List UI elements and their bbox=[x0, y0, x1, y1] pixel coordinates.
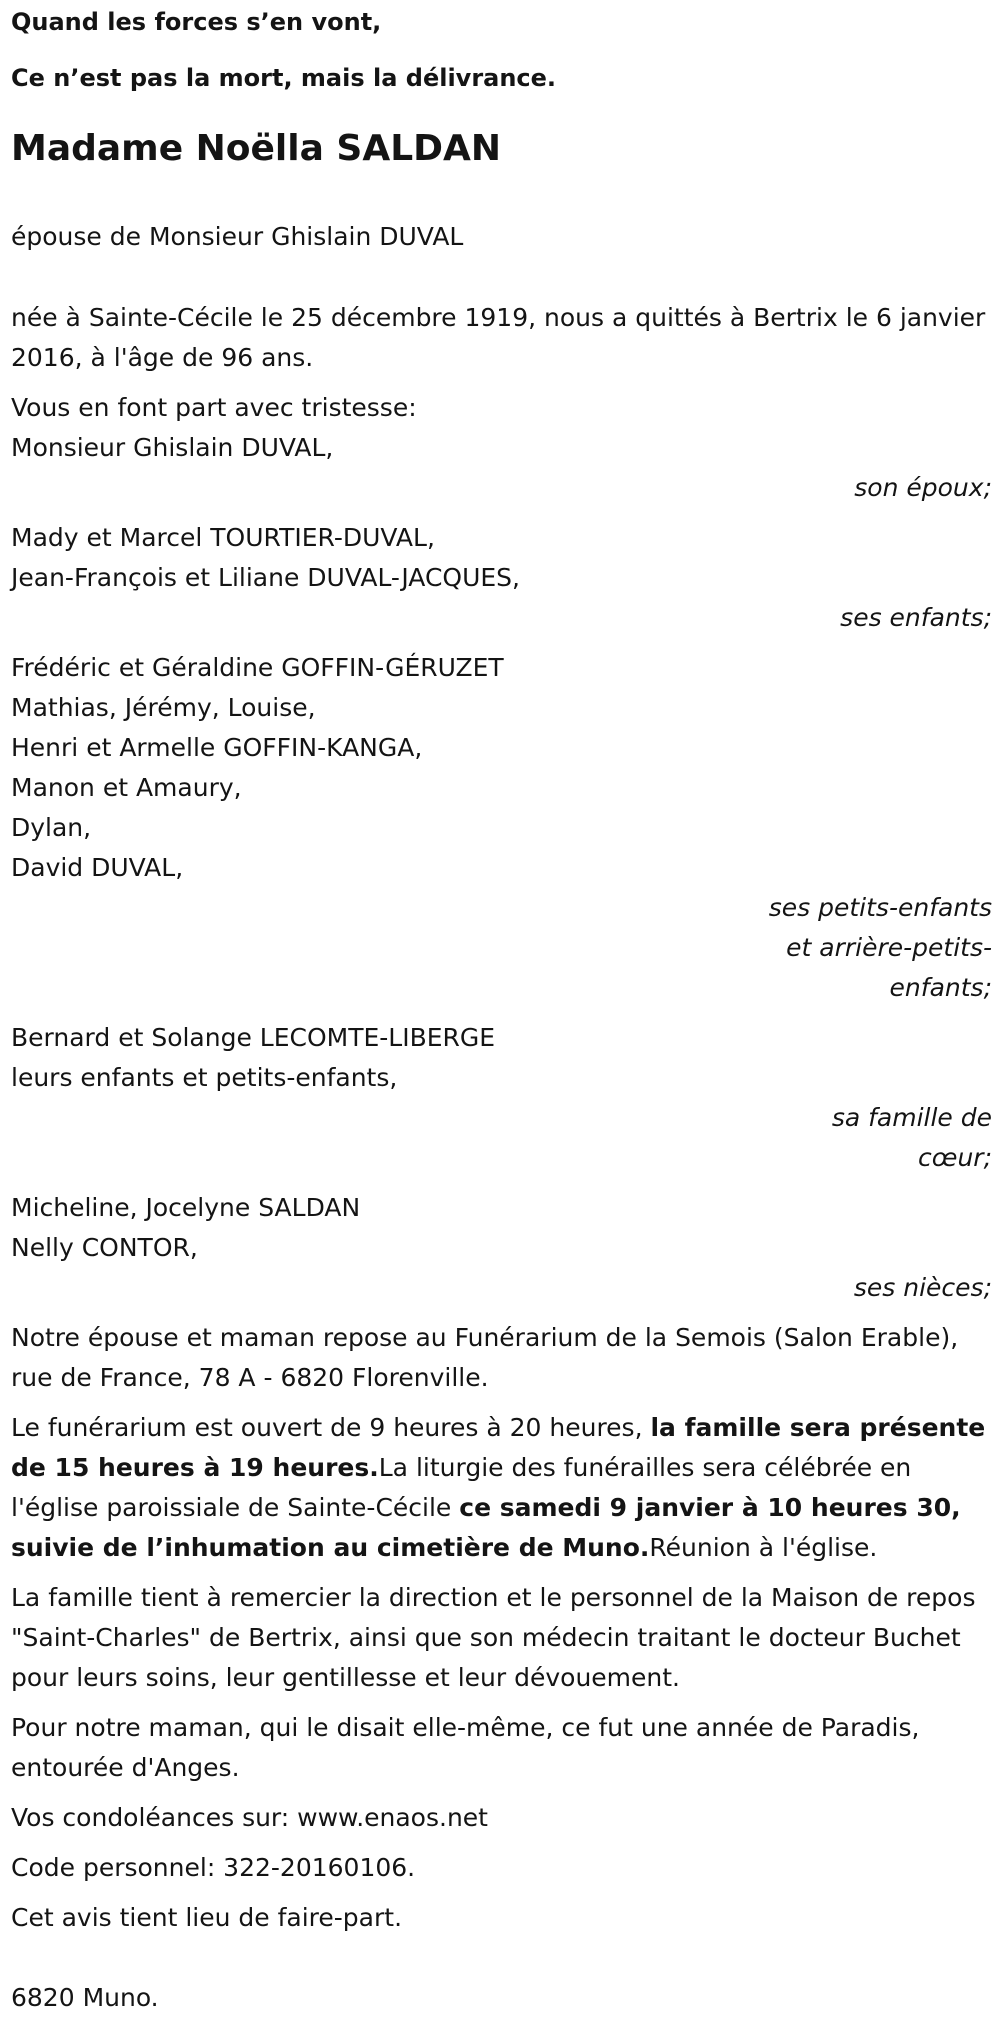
thanks-paragraph: La famille tient à remercier la direction et le personnel de la Maison de repos "Saint-Charles" de Bertrix, ainsi que son médecin traitant le docteur Buchet pour leurs soins, leur gentillesse et leur dévouement. bbox=[11, 1583, 976, 1692]
condolences-line: Vos condoléances sur: www.enaos.net bbox=[11, 1803, 488, 1832]
family-group-children bbox=[11, 518, 992, 638]
family-name: Jean-François et Liliane DUVAL-JACQUES, bbox=[11, 563, 520, 592]
family-group-spouse bbox=[11, 428, 992, 508]
family-name: David DUVAL, bbox=[11, 853, 184, 882]
tribute-paragraph: Pour notre maman, qui le disait elle-même, ce fut une année de Paradis, entourée d'Anges. bbox=[11, 1713, 920, 1782]
birth-death-statement: née à Sainte-Cécile le 25 décembre 1919, nous a quittés à Bertrix le 6 janvier 2016, à l'âge de 96 ans. bbox=[11, 303, 986, 372]
family-name: leurs enfants et petits-enfants, bbox=[11, 1063, 398, 1092]
address-line: 6820 Muno. bbox=[11, 1983, 159, 2012]
funeral-bold-1: la famille sera présente de 15 heures à 19 heures. bbox=[11, 1413, 986, 1482]
epitaph-line-2: Ce n’est pas la mort, mais la délivrance. bbox=[11, 64, 557, 92]
family-name: Bernard et Solange LECOMTE-LIBERGE bbox=[11, 1023, 496, 1052]
family-relation: son époux; bbox=[854, 473, 992, 502]
family-name: Dylan, bbox=[11, 813, 92, 842]
family-name: Manon et Amaury, bbox=[11, 773, 242, 802]
family-name: Micheline, Jocelyne SALDAN bbox=[11, 1193, 361, 1222]
notice-line: Cet avis tient lieu de faire-part. bbox=[11, 1903, 403, 1932]
family-name: Mady et Marcel TOURTIER-DUVAL, bbox=[11, 523, 435, 552]
personal-code-line: Code personnel: 322-20160106. bbox=[11, 1853, 416, 1882]
family-name: Henri et Armelle GOFFIN-KANGA, bbox=[11, 733, 423, 762]
epitaph-line-1: Quand les forces s’en vont, bbox=[11, 8, 382, 36]
family-relation: ses enfants; bbox=[840, 603, 992, 632]
funeral-text-1: Le funérarium est ouvert de 9 heures à 20 heures, bbox=[11, 1413, 651, 1442]
funeral-text-3: Réunion à l'église. bbox=[649, 1533, 878, 1562]
deceased-name: Madame Noëlla SALDAN bbox=[11, 128, 502, 169]
family-name: Frédéric et Géraldine GOFFIN-GÉRUZET bbox=[11, 653, 504, 682]
funeral-text-2: La liturgie des funérailles sera célébrée en l'église paroissiale de Sainte-Cécile bbox=[11, 1453, 912, 1522]
announcement-line: Vous en font part avec tristesse: bbox=[11, 393, 417, 422]
family-group-nieces bbox=[11, 1188, 992, 1308]
family-list bbox=[11, 428, 992, 1308]
obituary-notice bbox=[0, 4, 1000, 2018]
funeral-bold-2: ce samedi 9 janvier à 10 heures 30, suivie de l’inhumation au cimetière de Muno. bbox=[11, 1493, 961, 1562]
rest-place-paragraph: Notre épouse et maman repose au Funérarium de la Semois (Salon Erable), rue de France, 78 A - 6820 Florenville. bbox=[11, 1323, 959, 1392]
family-relation: ses nièces; bbox=[853, 1273, 992, 1302]
funeral-paragraph bbox=[11, 1408, 992, 1568]
family-relation: sa famille de cœur; bbox=[831, 1103, 992, 1172]
family-name: Mathias, Jérémy, Louise, bbox=[11, 693, 316, 722]
family-group-grandchildren bbox=[11, 648, 992, 1008]
family-group-heart-family bbox=[11, 1018, 992, 1178]
spouse-line: épouse de Monsieur Ghislain DUVAL bbox=[11, 222, 464, 251]
family-relation: ses petits-enfants et arrière-petits-enfants; bbox=[768, 893, 992, 1002]
family-name: Nelly CONTOR, bbox=[11, 1233, 198, 1262]
family-name: Monsieur Ghislain DUVAL, bbox=[11, 433, 334, 462]
